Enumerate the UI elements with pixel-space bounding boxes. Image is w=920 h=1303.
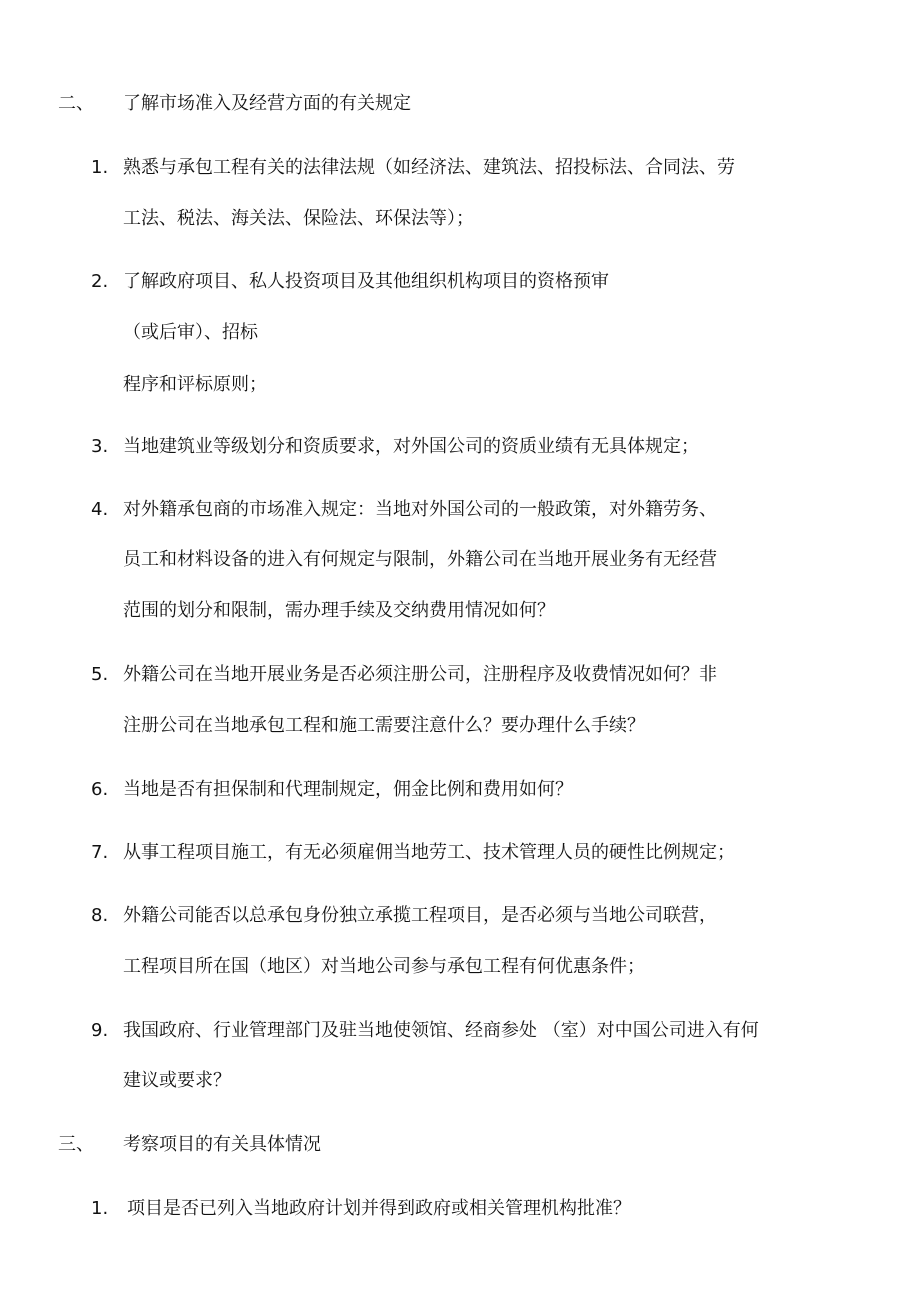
section-marker: 三、 [58,1134,94,1155]
section-marker: 二、 [58,93,94,114]
item-number: 9. [91,1020,109,1041]
item-text-line: 当地建筑业等级划分和资质要求，对外国公司的资质业绩有无具体规定； [123,436,699,457]
item-text-line: 员工和材料设备的进入有何规定与限制，外籍公司在当地开展业务有无经营 [123,549,717,570]
item-number: 5. [91,664,109,685]
item-text-line: 注册公司在当地承包工程和施工需要注意什么？要办理什么手续？ [123,715,645,736]
item-text-line: 工法、税法、海关法、保险法、环保法等）； [123,208,474,229]
item-text-line: 建议或要求？ [123,1070,231,1091]
item-number: 6. [91,779,109,800]
item-text-line: 从事工程项目施工，有无必须雇佣当地劳工、技术管理人员的硬性比例规定； [123,842,735,863]
item-text-line: 项目是否已列入当地政府计划并得到政府或相关管理机构批准？ [127,1198,631,1219]
item-number: 3. [91,436,109,457]
item-text-line: （或后审）、招标 [123,322,258,343]
item-text-line: 熟悉与承包工程有关的法律法规（如经济法、建筑法、招投标法、合同法、劳 [123,157,735,178]
item-text-line: 了解政府项目、私人投资项目及其他组织机构项目的资格预审 [123,271,609,292]
item-text-line: 范围的划分和限制，需办理手续及交纳费用情况如何？ [123,600,555,621]
item-number: 2. [91,271,109,292]
section-heading: 了解市场准入及经营方面的有关规定 [123,93,411,114]
item-text-line: 对外籍承包商的市场准入规定：当地对外国公司的一般政策，对外籍劳务、 [123,499,717,520]
item-text-line: 外籍公司能否以总承包身份独立承揽工程项目，是否必须与当地公司联营， [123,905,717,926]
item-text-line: 程序和评标原则； [123,374,267,395]
section-heading: 考察项目的有关具体情况 [123,1134,321,1155]
item-number: 8. [91,905,109,926]
item-number: 4. [91,499,109,520]
item-number: 1. [91,157,109,178]
item-text-line: 我国政府、行业管理部门及驻当地使领馆、经商参处 （室）对中国公司进入有何 [123,1020,759,1041]
item-text-line: 工程项目所在国（地区）对当地公司参与承包工程有何优惠条件； [123,956,645,977]
item-number: 1. [91,1198,109,1219]
item-text-line: 外籍公司在当地开展业务是否必须注册公司，注册程序及收费情况如何？非 [123,664,717,685]
item-text-line: 当地是否有担保制和代理制规定，佣金比例和费用如何？ [123,779,573,800]
item-number: 7. [91,842,109,863]
